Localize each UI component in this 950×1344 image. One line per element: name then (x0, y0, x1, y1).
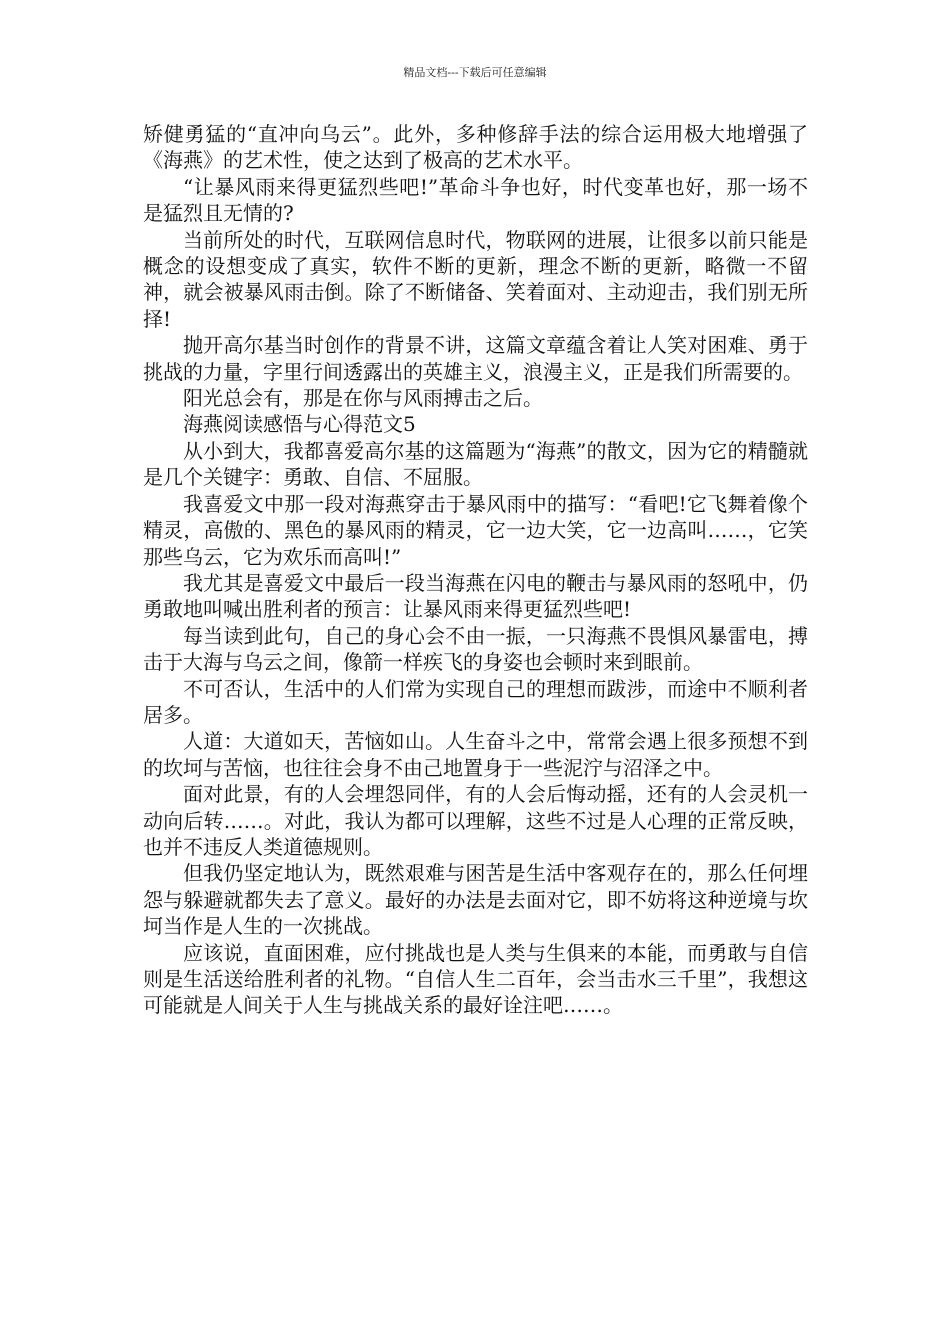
paragraph-4: 抛开高尔基当时创作的背景不讲，这篇文章蕴含着让人笑对困难、勇于挑战的力量，字里行间透露出的英雄主义，浪漫主义，正是我们所需要的。 (143, 333, 808, 384)
paragraph-9: 我尤其是喜爱文中最后一段当海燕在闪电的鞭击与暴风雨的怒吼中，仍勇敢地叫喊出胜利者的预言：让暴风雨来得更猛烈些吧! (143, 570, 808, 622)
paragraph-3: 当前所处的时代，互联网信息时代，物联网的进展，让很多以前只能是概念的设想变成了真实，软件不断的更新，理念不断的更新，略微一不留神，就会被暴风雨击倒。除了不断储备、笑着面对、主动迎击，我们别无所择! (143, 227, 808, 331)
paragraph-13: 面对此景，有的人会埋怨同伴，有的人会后悔动摇，还有的人会灵机一动向后转……。对此，我认为都可以理解，这些不过是人心理的正常反映，也并不违反人类道德规则。 (143, 782, 808, 859)
paragraph-2: “让暴风雨来得更猛烈些吧!”革命斗争也好，时代变革也好，那一场不是猛烈且无情的? (143, 174, 808, 226)
paragraph-15: 应该说，直面困难，应付挑战也是人类与生俱来的本能，而勇敢与自信则是生活送给胜利者的礼物。“自信人生二百年，会当击水三千里”，我想这可能就是人间关于人生与挑战关系的最好诠注吧……。 (143, 940, 808, 1018)
page-header: 精品文档---下载后可任意编辑 (403, 66, 547, 79)
paragraph-10: 每当读到此句，自己的身心会不由一振，一只海燕不畏惧风暴雷电，搏击于大海与乌云之间，像箭一样疾飞的身姿也会顿时来到眼前。 (143, 623, 808, 675)
paragraph-1: 矫健勇猛的“直冲向乌云”。此外，多种修辞手法的综合运用极大地增强了《海燕》的艺术性，使之达到了极高的艺术水平。 (143, 122, 808, 173)
document-body (143, 121, 808, 1019)
paragraph-8: 我喜爱文中那一段对海燕穿击于暴风雨中的描写：“看吧!它飞舞着像个精灵，高傲的、黑色的暴风雨的精灵，它一边大笑，它一边高叫……，它笑那些乌云，它为欢乐而高叫!” (143, 491, 808, 569)
paragraph-5: 阳光总会有，那是在你与风雨搏击之后。 (183, 386, 543, 411)
section-heading: 海燕阅读感悟与心得范文5 (183, 412, 416, 437)
paragraph-12: 人道：大道如天，苦恼如山。人生奋斗之中，常常会遇上很多预想不到的坎坷与苦恼，也往往会身不由己地置身于一些泥泞与沼泽之中。 (143, 729, 808, 780)
paragraph-14: 但我仍坚定地认为，既然艰难与困苦是生活中客观存在的，那么任何埋怨与躲避就都失去了意义。最好的办法是去面对它，即不妨将这种逆境与坎坷当作是人生的一次挑战。 (143, 861, 808, 939)
paragraph-11: 不可否认，生活中的人们常为实现自己的理想而跋涉，而途中不顺利者居多。 (143, 676, 808, 727)
paragraph-7: 从小到大，我都喜爱高尔基的这篇题为“海燕”的散文，因为它的精髓就是几个关键字：勇敢、自信、不屈服。 (143, 438, 808, 490)
